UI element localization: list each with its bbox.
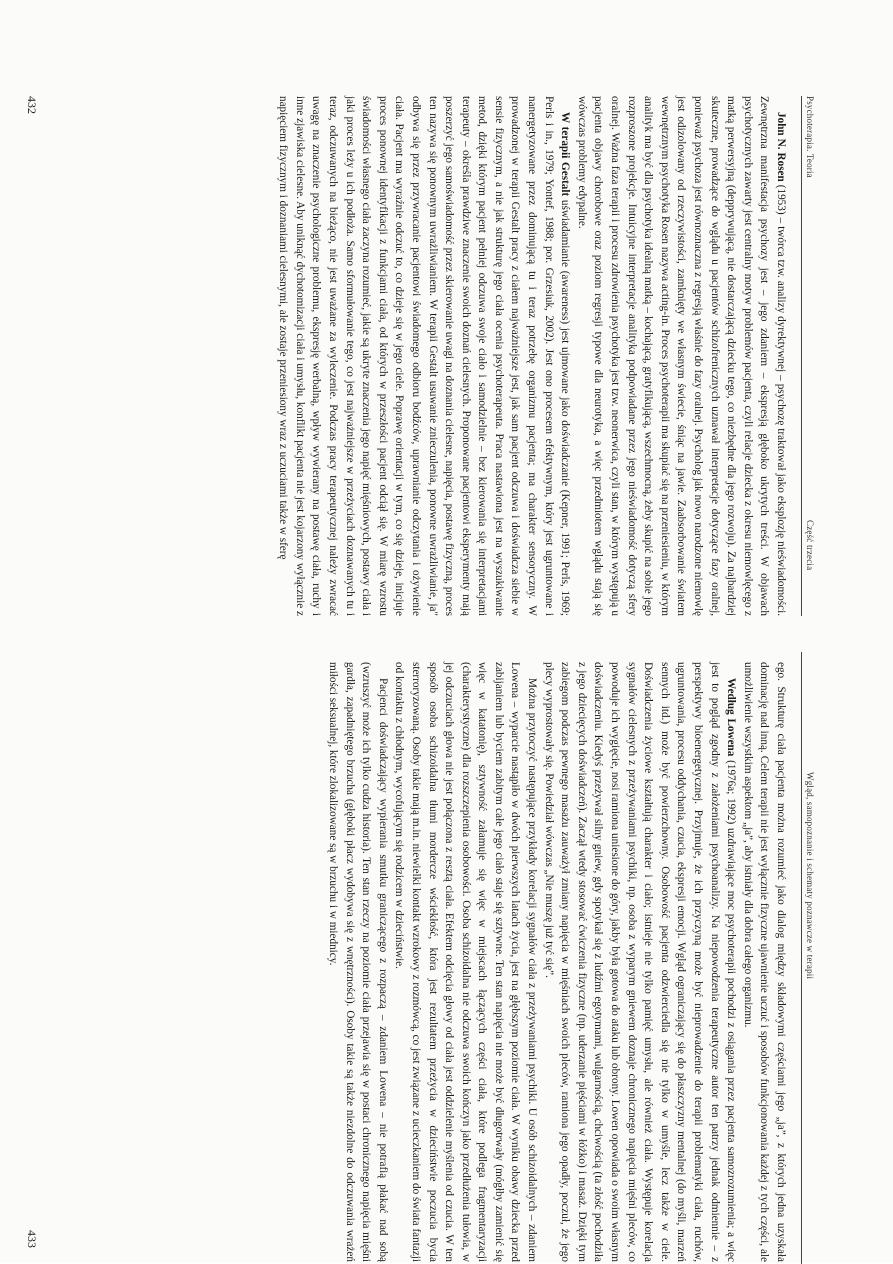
header-rule — [801, 652, 802, 1264]
paragraph — [540, 662, 739, 1262]
paragraph-lead: W terapii Gestalt — [559, 112, 572, 197]
paragraph-lead: John N. Rosen — [775, 112, 787, 182]
paragraph-text: (1953) – twórca tzw. analizy dyrektywnej – psychozę traktował jako eksplozję nieświadomości. Zewnętrzna manifestacja psychozy jest – jego zdaniem – ekspresją głęboko ukrytych treści. W objawach psychotycznych zawarty jest centralny motyw problemów pacjenta, czyli relacje dziecka z okresu niemowlęcego z matką perwersyjną (depprywującą, nie dostarczającą dziecku tego, co niezbędne dla jego rozwoju). Za najbardziej skuteczne, prowadzące do wglądu u pacjentów schizofrenicznych uznawał interpretacje dotyczące fazy oralnej, ponieważ psychoza jest równoznaczna z regresją właśnie do fazy oralnej. Psycholog jak nowo narodzone niemowlę jest odizolowany od rzeczywistości, zamknięty we własnym świecie, śniąc na jawie. Zaabsorbowanie światem wewnętrznym psychotyka Rosen nazywa acting-in. Proces psychoterapii ma skupiać się na przeniesieniu, w którym analityk ma być dla psychotyka idealną matką – kochającą, gratyfikującą, wszechmocną, żeby skupić na sobie jego rozproszone projekcje. Intuicyjne interpretacje analityka podpowiadane przez jego nieświadomość dotyczą sfery oralnej. Ważna faza terapii i procesu zdrowienia psychotyka jest tzw. neonerwica, czyli stan, w którym występują u pacjenta objawy chorobowe oraz poziom regresji typowe dla neurotyka, a więc przedmiotem wglądu stają się wówczas problemy edypalne. — [575, 96, 787, 616]
page-number: 432 — [25, 96, 39, 114]
paragraph — [573, 96, 789, 616]
left-page — [0, 0, 893, 631]
paragraph — [739, 662, 789, 1262]
paragraph-lead: Według Lowena — [725, 678, 738, 757]
paragraph-text: Pacjenci doświadczający wypierania smutku graniczącego z rozpaczą – zdaniem Lowena – nie potrafią płakać nad sobą (wzruszyć może ich tylko cudza historia). Ten stan rzeczy na poziomie ciała przejawia się w postaci chronicznego napięcia mięśni gardła, zapadniętego brzucha (głęboki płacz wydobywa się z wnętrzności). Osoby takie są także niezdolne do odczuwania wrażeń miłości seksualnej, które zlokalizowane są w brzuchu i w miednicy. — [326, 662, 389, 1262]
running-head-left: Psychoterapia. Teoria — [805, 96, 815, 178]
right-column — [324, 662, 789, 1262]
left-column — [275, 96, 789, 616]
running-head-section: Część trzecia — [805, 520, 815, 571]
paragraph — [391, 662, 540, 1262]
page-number: 433 — [25, 1230, 39, 1248]
paragraph-text: uświadamianie (awareness) jest ujmowane jako doświadczanie (Kepner, 1991; Perls, 1969; Perls i in., 1979; Yontef, 1988; por. Grzesiuk, 2002). Jest ono procesem efektywnym, który jest ugruntowane i nanergetyzowane przez dominującą tu i teraz potrzebę organizmu pacjenta; ma charakter sensoryczny. W prowadzonej w terapii Gestalt pracy z ciałem najważniejsze jest, jak sam pacjent odczuwa i doświadcza siebie w sensie fizycznym, a nie jak strukturę jego ciała ocenia psychoterapeuta. Praca nastawiona jest na wyszukiwanie metod, dzięki którym pacjent pełniej odczuwa swoje ciało i samodzielnie – bez kierowania się interpretacjami terapeuty – określa prawdziwe znaczenie swoich doznań cielesnych. Proponowane pacjentowi eksperymenty mają poszerzyć jego samoświadomość przez skierowanie uwagi na doznania cielesne, napięcia, postawę fizyczną, proces ten nazywa się ponownym uwrażliwianiem. W terapii Gestalt usuwanie znieczulenia, ponowne uwrażliwianie, ja" odbywa się przez przywracanie pacjentowi świadomego odbioru bodźców, uprawnianie odczytania i ożywienie ciała. Pacjent ma wyraźnie odczuć to, co dzieje się w jego ciele. Poprawę orientacji w tym, co się dzieje, inicjuje proces ponownej identyfikacji z funkcjami ciała, od których w przeszłości pacjent odciął się. W miarę wzrostu świadomości własnego ciała zaczyna rozumieć, jakie są ukryte znaczenia jego napięć mięśniowych, postawy ciała i jaki proces leży u ich podłoża. Samo sformułowanie tego, co jest najważniejsze w przeżyciach doznawanych tu i teraz, odczuwanych na bieżąco, nie jest uważane za wyleczenie. Podczas pracy terapeutycznej należy zwracać uwagę na znaczenie psychologiczne problemu, ekspresję werbalną, wpływ wywierany na postawę ciała, ruchy i inne zjawiska cielesne. Aby uniknąć dychotomizacji ciała i umysłu, konflikt pacjenta nie jest kojarzony wyłącznie z napięciem fizycznym i doznaniami cielesnymi, ale zostaje przeniesiony wraz z uczuciami także w sferę — [277, 96, 572, 616]
paragraph-text: (1976a; 1992) uzdrawiające moc psychoterapii pochodzi z osiągania przez pacjenta samozrozumienia; a więc jest to pogląd zgodny z założeniami psychoanalizy. Na niepowodzenia terapeutyczne autor ten patrzy jednak odmiennie – z perspektywy bioenergetycznej. Przyjmuje, że ich przyczyną może być nieprowadzenie do terapii problematyki ciała, ruchów, ugruntowania, procesu oddychania, czucia, ekspresji emocji. Wgląd ograniczający się do płaszczyzny mentalnej (do myśli, marzeń sennych itd.) może być powierzchowny. Osobowość pacjenta odzwierciedla się nie tylko w umyśle, lecz także w ciele. Doświadczenia życiowe kształtują charakter i ciało; istnieje nie tylko pamięć umysłu, ale również ciała. Występuje korelacja sygnałów cielesnych z przeżywaniami psychiki, np. osoba z wyparym gniewem doznaje chronicznego napięcia mięśni pleców, co powoduje ich wygięcie, nosi ramiona uniesione do góry, jakby była gotowa do ataku lub obrony. Lowen opowiada o swoim własnym doświadczeniu. Kiedyś przeżywał silny gniew, gdy spotykał się z ludźmi egotymami, wulgarnością, chciwością (ta złość pochodziła z jego dziecięcych doświadczeń). Zaczął wtedy stosować ćwiczenia fizyczne (np. uderzanie pięściami w łóżko) i masaż. Dzięki tym zabiegom podczas pewnego masażu zauważył zmiany napięcia w mięśniach swoich pleców, ramiona jego opadły, poczuł, że jego plecy wyprostowały się. Powiedział wówczas „Nie muszę już tyć się”. — [542, 662, 738, 1262]
paragraph-text: ego. Strukturę ciała pacjenta można rozumieć jako dialog między składowymi częściami jego „ja”, z których jedna uzyskała dominację nad inną. Celem terapii nie jest wyłącznie fizyczne ujawnienie uczuć i sposobów funkcjonowania każdej z tych części, ale umożliwienie wszystkim aspektom „ja”, aby istniały dla dobra całego organizmu. — [741, 662, 787, 1262]
header-rule — [801, 96, 802, 616]
right-page — [0, 632, 893, 1263]
paragraph-text: Można przytoczyć następujące przykłady korelacji sygnałów ciała z przeżywaniami psychiki. U osób schizoidalnych – zdaniem Lowena – wyparcie nastąpiło w dwóch pierwszych latach życia, jest na głębszym poziomie ciała. W wyniku obawy dziecka przed zabijaniem lub byciem zabitym całe jego ciało staje się sztywne. Ten stan napięcia nie może być długotrwały (mógłby zamienić się więc w katatonię), sztywność załamuje się więc w miejscach łączących części ciała, które podlega fragmentaryzacji (charakterystyczne) dla rozszczepienia osobowości. Osoba schizoidalna nie odczuwa swoich kończyn jako przedłużenia tułowia, w jej odczuciach głowa nie jest połączona z resztą ciała. Efektem odcięcia głowy od ciała jest oddzielenie myślenia od czucia. W ten sposób osoba schizoidalna tłumi mordercze wściekłość, która jest rezultatem przeżycia w dzieciństwie poczucia bycia sterroryzowaną. Osoby takie mają m.in. niewielki kontakt wzrokowy z rozmówcą, co jest związane z ucieczkaniem do świata fantazji od kontaktu z chłodnym, wycofującym się rodzicem w dzieciństwie. — [393, 662, 539, 1262]
running-head-right-page: Wgląd, samopoznanie i schematy poznawcze w terapii — [805, 772, 815, 980]
paragraph — [275, 96, 574, 616]
paragraph — [324, 662, 390, 1262]
